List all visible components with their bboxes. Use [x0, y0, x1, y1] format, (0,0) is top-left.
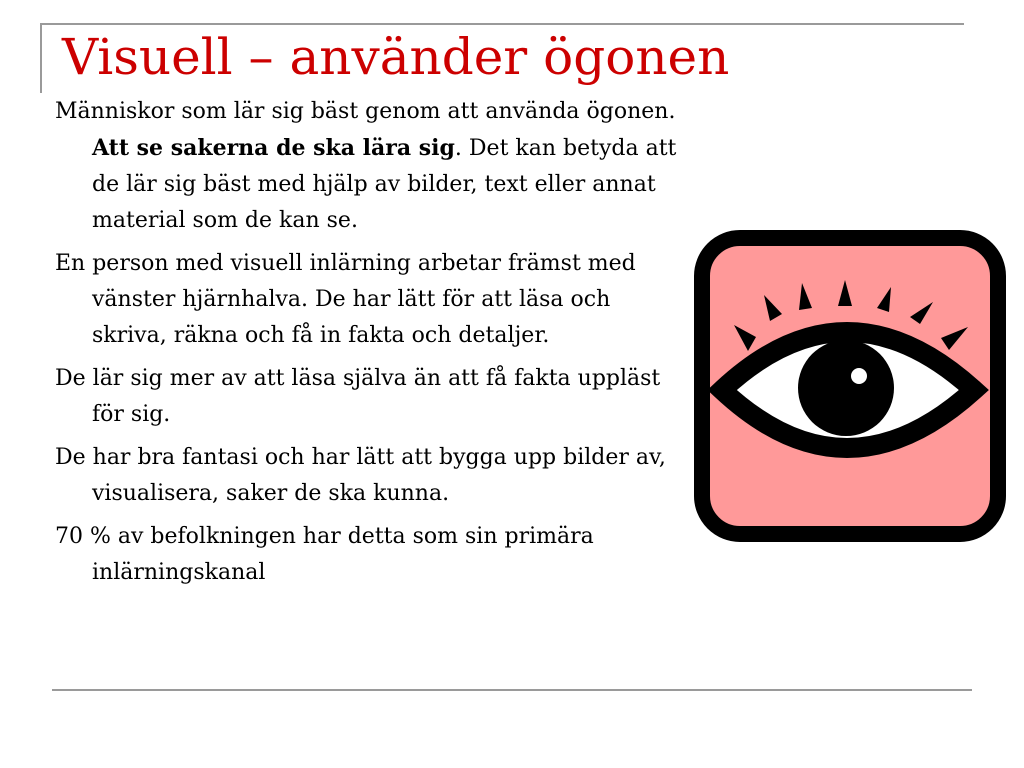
bullet-text: . Det kan betyda att de lär sig bäst med hjälp av bilder, text eller annat material som de kan se. [92, 136, 677, 233]
bullet-text: De har bra fantasi och har lätt att bygga upp bilder av, visualisera, saker de ska kunna. [55, 445, 666, 506]
bullet-item [55, 440, 680, 512]
bullet-list [55, 94, 680, 598]
bullet-text: 70 % av befolkningen har detta som sin primära inlärningskanal [55, 524, 594, 585]
eye-icon [694, 230, 1006, 542]
top-rule [40, 23, 964, 25]
bullet-text: En person med visuell inlärning arbetar främst med vänster hjärnhalva. De har lätt för att läsa och skriva, räkna och få in fakta och detaljer. [55, 251, 636, 348]
left-rule [40, 23, 42, 93]
bottom-rule [52, 689, 972, 691]
bullet-item [55, 361, 680, 433]
bullet-item [55, 94, 680, 239]
pupil [798, 340, 894, 436]
bullet-item [55, 246, 680, 354]
bullet-text: Människor som lär sig bäst genom att använda ögonen. [55, 99, 676, 124]
bullet-text: De lär sig mer av att läsa själva än att få fakta uppläst för sig. [55, 366, 661, 427]
slide-title: Visuell – använder ögonen [62, 28, 730, 86]
bullet-bold-text: Att se sakerna de ska lära sig [92, 135, 455, 161]
bullet-item [55, 519, 680, 591]
pupil-highlight [851, 368, 867, 384]
